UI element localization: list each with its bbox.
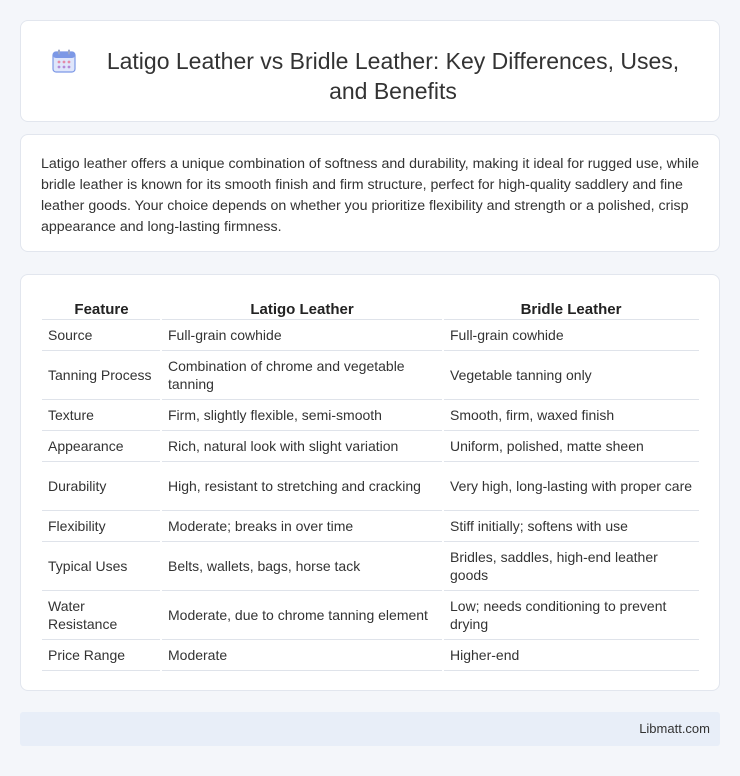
summary-paragraph: Latigo leather offers a unique combination of softness and durability, making it ideal for rugged use, while bridle leather is known for its smooth finish and firm structure, perfect for high-quality saddlery and fine leather goods. Your choice depends on whether you prioritize flexibility and strength or a polished, crisp appearance and long-lasting firmness. (41, 156, 700, 235)
cell-latigo: Belts, wallets, bags, horse tack (161, 541, 443, 590)
cell-feature: Durability (42, 461, 161, 510)
comparison-card (20, 274, 720, 691)
cell-feature: Price Range (42, 639, 161, 670)
footer-site-link[interactable]: Libmatt.com (639, 721, 710, 736)
cell-latigo: Moderate, due to chrome tanning element (161, 590, 443, 639)
table-row (42, 399, 699, 430)
cell-latigo: Moderate; breaks in over time (161, 510, 443, 541)
cell-bridle: Bridles, saddles, high-end leather goods (443, 541, 699, 590)
cell-feature: Tanning Process (42, 350, 161, 399)
header-latigo: Latigo Leather (161, 295, 443, 319)
cell-feature: Source (42, 319, 161, 350)
cell-latigo: Moderate (161, 639, 443, 670)
cell-feature: Flexibility (42, 510, 161, 541)
cell-feature: Water Resistance (42, 590, 161, 639)
table-row (42, 430, 699, 461)
cell-bridle: Full-grain cowhide (443, 319, 699, 350)
footer-bar (20, 712, 720, 746)
cell-bridle: Vegetable tanning only (443, 350, 699, 399)
cell-feature: Typical Uses (42, 541, 161, 590)
table-row (42, 590, 699, 639)
cell-bridle: Smooth, firm, waxed finish (443, 399, 699, 430)
comparison-table (42, 295, 699, 671)
cell-latigo: Firm, slightly flexible, semi-smooth (161, 399, 443, 430)
header-feature: Feature (42, 295, 161, 319)
title-card (20, 20, 720, 122)
table-row (42, 510, 699, 541)
calendar-icon (51, 48, 77, 74)
table-row (42, 541, 699, 590)
cell-latigo: Combination of chrome and vegetable tanning (161, 350, 443, 399)
header-bridle: Bridle Leather (443, 295, 699, 319)
table-row (42, 639, 699, 670)
table-row (42, 319, 699, 350)
cell-latigo: Full-grain cowhide (161, 319, 443, 350)
cell-bridle: Very high, long-lasting with proper care (443, 461, 699, 510)
table-row (42, 350, 699, 399)
cell-bridle: Uniform, polished, matte sheen (443, 430, 699, 461)
cell-latigo: Rich, natural look with slight variation (161, 430, 443, 461)
cell-latigo: High, resistant to stretching and cracking (161, 461, 443, 510)
summary-card (20, 134, 720, 252)
cell-bridle: Stiff initially; softens with use (443, 510, 699, 541)
page-title: Latigo Leather vs Bridle Leather: Key Differences, Uses, and Benefits (106, 48, 680, 104)
cell-bridle: Low; needs conditioning to prevent drying (443, 590, 699, 639)
cell-bridle: Higher-end (443, 639, 699, 670)
table-row (42, 461, 699, 510)
cell-feature: Appearance (42, 430, 161, 461)
cell-feature: Texture (42, 399, 161, 430)
table-header-row (42, 295, 699, 319)
